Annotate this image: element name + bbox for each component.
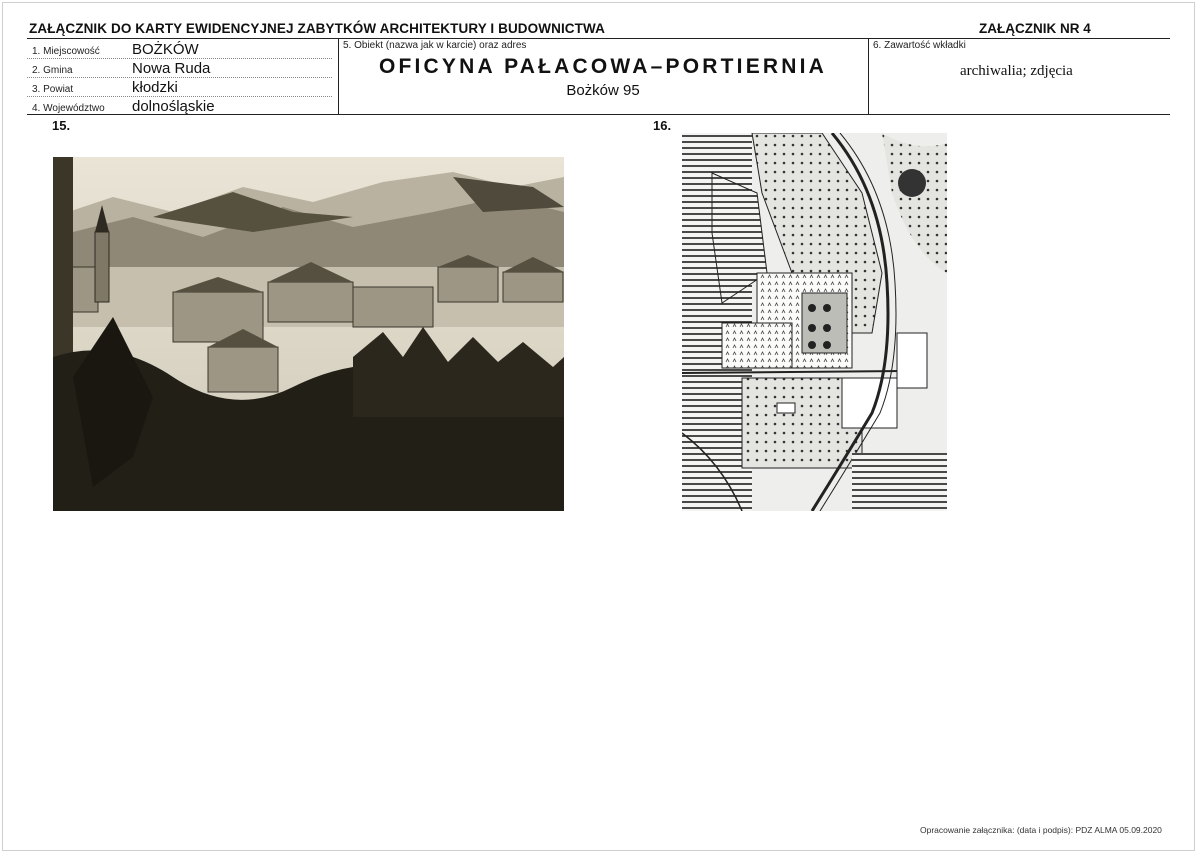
field-row-voivodeship: [27, 96, 332, 115]
field-label: 2. Gmina: [32, 65, 73, 76]
field-value: dolnośląskie: [132, 98, 215, 115]
landscape-engraving-graphic: [53, 157, 564, 511]
footer-note: Opracowanie załącznika: (data i podpis): PDZ ALMA 05.09.2020: [920, 825, 1162, 835]
object-label: 5. Obiekt (nazwa jak w karcie) oraz adres: [343, 40, 527, 51]
location-fields: [27, 39, 338, 114]
historic-landscape-engraving-image: [53, 157, 564, 511]
field-label: 4. Województwo: [32, 103, 105, 114]
object-name: OFICYNA PAŁACOWA–PORTIERNIA: [378, 55, 828, 78]
photo-number: 15.: [52, 118, 71, 133]
contents-cell: [868, 39, 1170, 114]
field-value: kłodzki: [132, 79, 178, 96]
photo-number: 16.: [653, 118, 672, 133]
contents-label: 6. Zawartość wkładki: [873, 40, 966, 51]
field-label: 1. Miejscowość: [32, 46, 100, 57]
header-table: [27, 38, 1170, 115]
field-row-commune: [27, 58, 332, 78]
field-value: BOŻKÓW: [132, 41, 199, 58]
field-value: Nowa Ruda: [132, 60, 211, 77]
field-row-locality: [27, 39, 332, 59]
document-title: ZAŁĄCZNIK DO KARTY EWIDENCYJNEJ ZABYTKÓW ARCHITEKTURY I BUDOWNICTWA: [29, 21, 605, 36]
field-row-district: [27, 77, 332, 97]
historic-site-map-image: [682, 133, 947, 511]
contents-value: archiwalia; zdjęcia: [960, 63, 1073, 79]
field-label: 3. Powiat: [32, 84, 74, 95]
annex-number: ZAŁĄCZNIK NR 4: [979, 21, 1091, 36]
object-address: Bożków 95: [566, 82, 640, 99]
site-map-graphic: [682, 133, 947, 511]
object-cell: [338, 39, 868, 114]
